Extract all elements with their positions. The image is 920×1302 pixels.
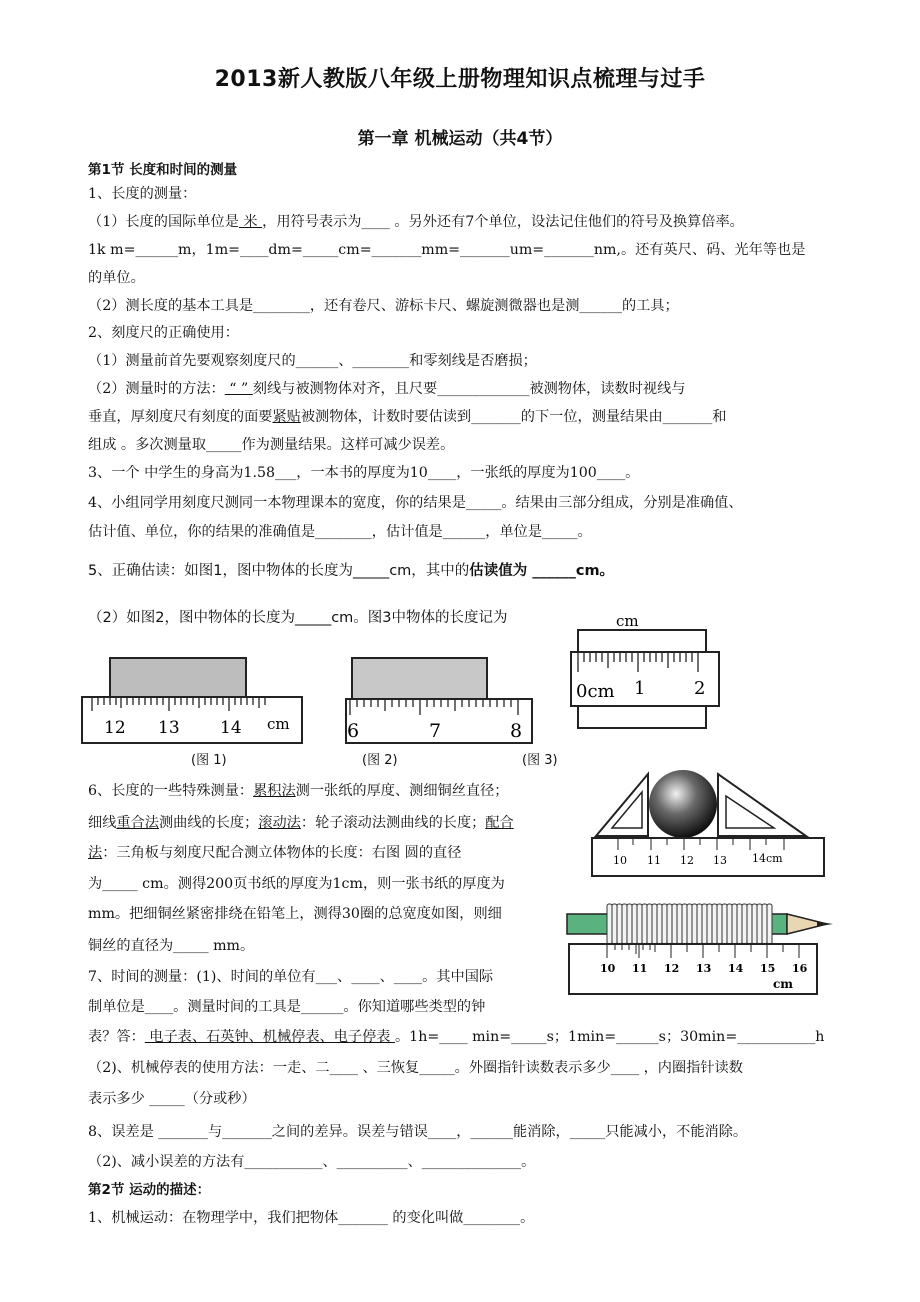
figure-1-ruler — [80, 655, 305, 745]
text-line: （1）长度的国际单位是 米 ，用符号表示为____ 。另外还有7个单位，设法记住他们的符号及换算倍率。 — [88, 214, 744, 230]
text-line: 1k m=______m，1m=____dm=_____cm=_______mm=_______um=_______nm,。还有英尺、码、光年等也是 — [88, 242, 806, 258]
text-line: 铜丝的直径为_____ mm。 — [88, 938, 255, 954]
tick-label: 10 — [613, 854, 627, 867]
section-2-heading: 第2节 运动的描述： — [88, 1182, 211, 1198]
tick-label: 7 — [429, 720, 442, 742]
unit-label: cm — [267, 715, 290, 733]
text-line: 垂直，厚刻度尺有刻度的面要紧贴被测物体，计数时要估读到_______的下一位，测量结果由_______和 — [88, 409, 727, 425]
tick-label: 11 — [647, 854, 661, 867]
tick-label: 15 — [760, 962, 776, 975]
figure-3-unit: cm — [616, 612, 639, 630]
tick-label: 16 — [792, 962, 808, 975]
text-line: （2）如图2，图中物体的长度为_____cm。图3中物体的长度记为 — [88, 610, 508, 626]
text-line: 制单位是____。测量时间的工具是______。你知道哪些类型的钟 — [88, 999, 486, 1015]
tick-label: 2 — [694, 678, 706, 699]
tick-label: 13 — [158, 718, 180, 738]
tick-label: 12 — [104, 718, 126, 738]
tick-label: 8 — [510, 720, 523, 742]
text-line: （2)、减小误差的方法有___________、__________、______________。 — [88, 1154, 536, 1170]
text-line: （2)、机械停表的使用方法：一走、二____ 、三恢复_____。外圈指针读数表示多少____ ，内圈指针读数 — [88, 1060, 743, 1076]
text-line: 表示多少 _____（分或秒） — [88, 1091, 256, 1107]
text-line: 的单位。 — [88, 270, 145, 286]
tick-label: 1 — [634, 678, 646, 699]
tick-label: 11 — [632, 962, 648, 975]
text-line: 7、时间的测量：(1)、时间的单位有___、____、____。其中国际 — [88, 969, 494, 985]
tick-label: 14cm — [752, 852, 783, 865]
text-line: mm。把细铜丝紧密排绕在铅笔上，测得30圈的总宽度如图，则细 — [88, 906, 502, 922]
text-line: 细线重合法测曲线的长度；滚动法：轮子滚动法测曲线的长度；配合 — [88, 815, 514, 831]
text-line: 4、小组同学用刻度尺测同一本物理课本的宽度，你的结果是_____。结果由三部分组成，分别是准确值、 — [88, 495, 743, 511]
section-1-heading: 第1节 长度和时间的测量 — [88, 162, 238, 178]
chapter-heading: 第一章 机械运动（共4节） — [357, 129, 563, 149]
text-line: 表？答： 电子表、石英钟、机械停表、电子停表 。1h=____ min=_____s；1min=______s；30min=___________h — [88, 1029, 825, 1045]
text-line: （2）测量时的方法： “ ” 刻线与被测物体对齐，且尺要_____________被测物体，读数时视线与 — [88, 381, 686, 397]
tick-label: 14 — [220, 718, 242, 738]
tick-label: 12 — [664, 962, 680, 975]
text-line: 8、误差是 _______与_______之间的差异。误差与错误____，______能消除，_____只能减小，不能消除。 — [88, 1124, 748, 1140]
figure-1-caption: (图 1) — [191, 753, 227, 768]
text-line: 1、长度的测量： — [88, 186, 197, 202]
figure-3-caption: (图 3) — [522, 753, 558, 768]
text-line: （2）测长度的基本工具是________，还有卷尺、游标卡尺、螺旋测微器也是测______的工具； — [88, 298, 679, 314]
unit-label: cm — [773, 977, 794, 991]
tick-label: 13 — [696, 962, 712, 975]
text-line: 组成 。多次测量取_____作为测量结果。这样可减少误差。 — [88, 437, 455, 453]
text-line: 1、机械运动：在物理学中，我们把物体_______ 的变化叫做________。 — [88, 1210, 535, 1226]
text-line: 为_____ cm。测得200页书纸的厚度为1cm，则一张书纸的厚度为 — [88, 876, 505, 892]
tick-label: 6 — [347, 720, 360, 742]
text-line: （1）测量前首先要观察刻度尺的______、________和零刻线是否磨损； — [88, 353, 537, 369]
copper-wire-figure — [565, 892, 845, 997]
text-line: 估计值、单位，你的结果的准确值是________，估计值是______，单位是_____。 — [88, 524, 592, 540]
tick-label: 12 — [680, 854, 694, 867]
tick-label: 0cm — [576, 681, 615, 702]
figure-2-ruler — [344, 655, 534, 745]
text-line: 6、长度的一些特殊测量：累积法测一张纸的厚度、测细铜丝直径； — [88, 783, 509, 799]
tick-label: 10 — [600, 962, 616, 975]
tick-label: 14 — [728, 962, 744, 975]
tick-label: 13 — [713, 854, 727, 867]
text-line: 5、正确估读：如图1，图中物体的长度为_____cm，其中的估读值为 ______cm。 — [88, 563, 615, 579]
document-title: 2013新人教版八年级上册物理知识点梳理与过手 — [214, 67, 706, 92]
figure-2-caption: (图 2) — [362, 753, 398, 768]
text-line: 法：三角板与刻度尺配合测立体物体的长度：右图 圆的直径 — [88, 845, 462, 861]
figure-3-ruler — [568, 610, 723, 735]
ball-diameter-figure — [588, 768, 828, 880]
text-line: 3、一个 中学生的身高为1.58___，一本书的厚度为10____，一张纸的厚度为100____。 — [88, 465, 640, 481]
text-line: 2、刻度尺的正确使用： — [88, 325, 239, 341]
